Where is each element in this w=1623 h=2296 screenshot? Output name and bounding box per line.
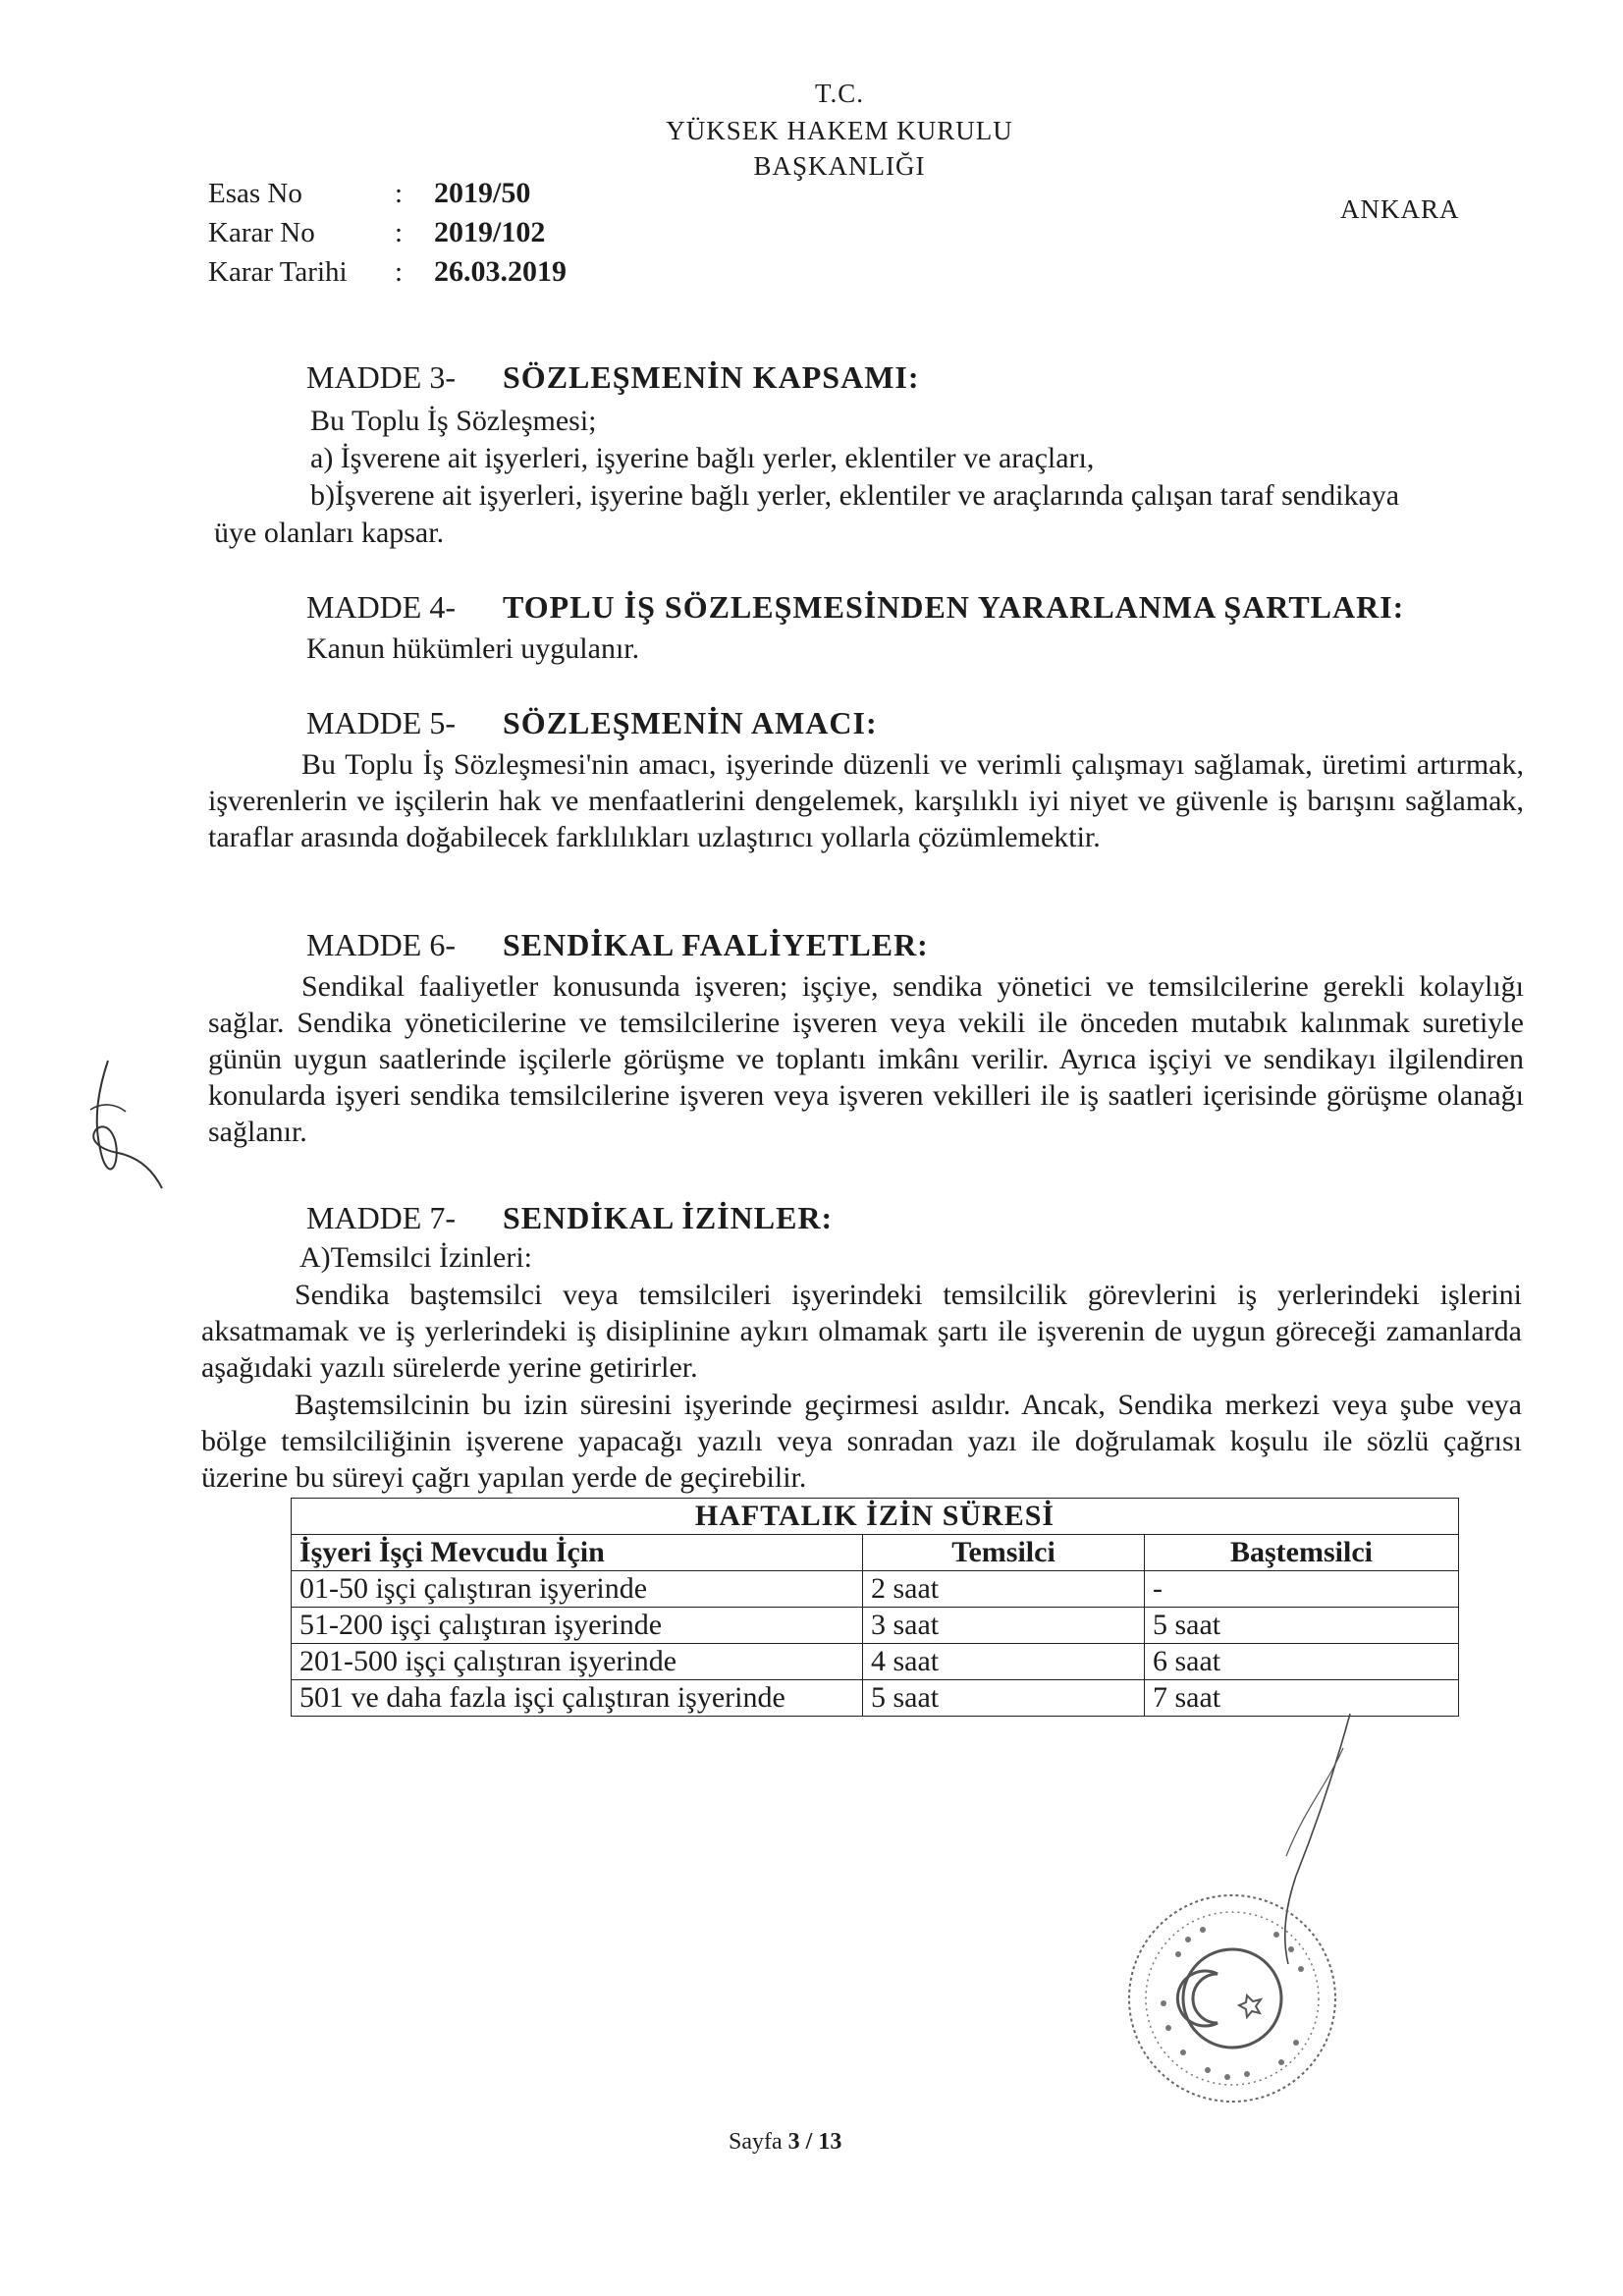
madde-number: MADDE 4- bbox=[306, 589, 456, 625]
madde7-paragraph-2: Baştemsilcinin bu izin süresini işyerinde geçirmesi asıldır. Ancak, Sendika merkezi veya şube veya bölge temsilciliğinin işverene yapacağı yazılı veya sonradan yazı ile doğrulamak koşulu ile sözlü çağrısı üzerine bu süreyi çağrı yapılan yerde de geçirebilir. bbox=[201, 1389, 1522, 1494]
meta-value: 26.03.2019 bbox=[434, 255, 567, 288]
header-institution: YÜKSEK HAKEM KURULU bbox=[666, 116, 1013, 145]
table-cell: 3 saat bbox=[863, 1608, 1145, 1644]
margin-initials-signature bbox=[69, 1051, 177, 1198]
table-cell: 201-500 işçi çalıştıran işyerinde bbox=[292, 1644, 863, 1680]
meta-sep: : bbox=[395, 217, 404, 248]
meta-row-karar bbox=[208, 216, 621, 249]
madde3-heading bbox=[306, 359, 920, 396]
madde-number: MADDE 7- bbox=[306, 1200, 456, 1235]
initials-drawing bbox=[69, 1051, 177, 1198]
table-cell: 5 saat bbox=[1145, 1608, 1459, 1644]
table-header-row bbox=[292, 1535, 1459, 1571]
header-city: ANKARA bbox=[1340, 194, 1460, 224]
meta-value: 2019/102 bbox=[434, 216, 546, 248]
madde6-heading bbox=[306, 927, 929, 963]
meta-label: Esas No bbox=[208, 178, 302, 209]
madde-title: TOPLU İŞ SÖZLEŞMESİNDEN YARARLANMA ŞARTLARI: bbox=[503, 589, 1405, 625]
meta-label: Karar Tarihi bbox=[208, 256, 348, 288]
madde3-line: Bu Toplu İş Sözleşmesi; bbox=[310, 405, 597, 437]
madde7-paragraph-1: Sendika baştemsilci veya temsilcileri işyerindeki temsilcilik görevlerini iş yerlerindeki işlerini aksatmamak ve iş yerlerindeki iş disiplinine aykırı olmamak şartı ile işverenin de uygun göreceği zamanlarda aşağıdaki yazılı sürelerde yerine getirirler. bbox=[201, 1279, 1522, 1384]
meta-row-tarih bbox=[208, 255, 621, 289]
madde7-heading bbox=[306, 1200, 833, 1236]
table-cell: 51-200 işçi çalıştıran işyerinde bbox=[292, 1608, 863, 1644]
page-number: 3 / 13 bbox=[787, 2129, 842, 2155]
page-footer bbox=[729, 2129, 841, 2156]
weekly-leave-table bbox=[291, 1498, 1459, 1717]
meta-row-esas bbox=[208, 177, 621, 210]
table-row bbox=[292, 1571, 1459, 1608]
madde-number: MADDE 6- bbox=[306, 927, 456, 962]
madde3-line: üye olanları kapsar. bbox=[214, 517, 445, 549]
madde3-line: a) İşverene ait işyerleri, işyerine bağlı yerler, eklentiler ve araçları, bbox=[310, 442, 1095, 474]
madde-title: SÖZLEŞMENİN KAPSAMI: bbox=[503, 359, 920, 395]
table-header-cell: Temsilci bbox=[863, 1535, 1145, 1571]
madde7-subtitle: A)Temsilci İzinleri: bbox=[299, 1241, 532, 1274]
table-cell: 6 saat bbox=[1145, 1644, 1459, 1680]
meta-sep: : bbox=[395, 256, 404, 288]
table-row bbox=[292, 1608, 1459, 1644]
table-cell: 501 ve daha fazla işçi çalıştıran işyerinde bbox=[292, 1680, 863, 1717]
madde3-line: b)İşverene ait işyerleri, işyerine bağlı yerler, eklentiler ve araçlarında çalışan taraf sendikaya bbox=[310, 479, 1400, 512]
table-caption: HAFTALIK İZİN SÜRESİ bbox=[292, 1499, 1459, 1535]
table-row bbox=[292, 1644, 1459, 1680]
table-cell: 01-50 işçi çalıştıran işyerinde bbox=[292, 1571, 863, 1608]
madde4-text: Kanun hükümleri uygulanır. bbox=[306, 632, 640, 665]
header-department: BAŞKANLIĞI bbox=[753, 151, 926, 181]
page-label: Sayfa bbox=[729, 2129, 783, 2155]
madde6-text: Sendikal faaliyetler konusunda işveren; işçiye, sendika yönetici ve temsilcilerine gerekli kolaylığı sağlar. Sendika yöneticilerine ve temsilcilerine işveren veya vekili ile önceden mutabık kalınmak suretiyle günün uygun saatlerinde işçilerle görüşme ve toplantı imkânı verilir. Ayrıca işçiyi ve sendikayı ilgilendiren konularda işyeri sendika temsilcilerine işveren veya işveren vekilleri ile iş saatleri içerisinde görüşme olanağı sağlanır. bbox=[208, 970, 1524, 1148]
meta-value: 2019/50 bbox=[434, 177, 531, 209]
table-cell: - bbox=[1145, 1571, 1459, 1608]
table-caption-row bbox=[292, 1499, 1459, 1535]
madde5-text: Bu Toplu İş Sözleşmesi'nin amacı, işyerinde düzenli ve verimli çalışmayı sağlamak, üretimi artırmak, işverenlerin ve işçilerin hak ve menfaatlerini dengelemek, karşılıklı iyi niyet ve güvenle iş barışını sağlamak, taraflar arasında doğabilecek farklılıkları uzlaştırıcı yollarla çözümlemektir. bbox=[208, 748, 1524, 853]
table-header-cell: Baştemsilci bbox=[1145, 1535, 1459, 1571]
madde4-heading bbox=[306, 589, 1404, 626]
madde-number: MADDE 3- bbox=[306, 359, 456, 395]
meta-label: Karar No bbox=[208, 217, 315, 248]
madde-title: SÖZLEŞMENİN AMACI: bbox=[503, 705, 878, 740]
official-seal bbox=[1119, 1886, 1345, 2111]
madde5-heading bbox=[306, 705, 878, 741]
madde-title: SENDİKAL FAALİYETLER: bbox=[503, 927, 929, 962]
table-header-cell: İşyeri İşçi Mevcudu İçin bbox=[292, 1535, 863, 1571]
madde-number: MADDE 5- bbox=[306, 705, 456, 740]
header-line-tc: T.C. bbox=[815, 79, 864, 108]
table-cell: 7 saat bbox=[1145, 1680, 1459, 1717]
meta-sep: : bbox=[395, 178, 404, 209]
table-cell: 5 saat bbox=[863, 1680, 1145, 1717]
seal-drawing bbox=[1119, 1886, 1345, 2111]
table-cell: 2 saat bbox=[863, 1571, 1145, 1608]
table-cell: 4 saat bbox=[863, 1644, 1145, 1680]
madde-title: SENDİKAL İZİNLER: bbox=[503, 1200, 834, 1235]
